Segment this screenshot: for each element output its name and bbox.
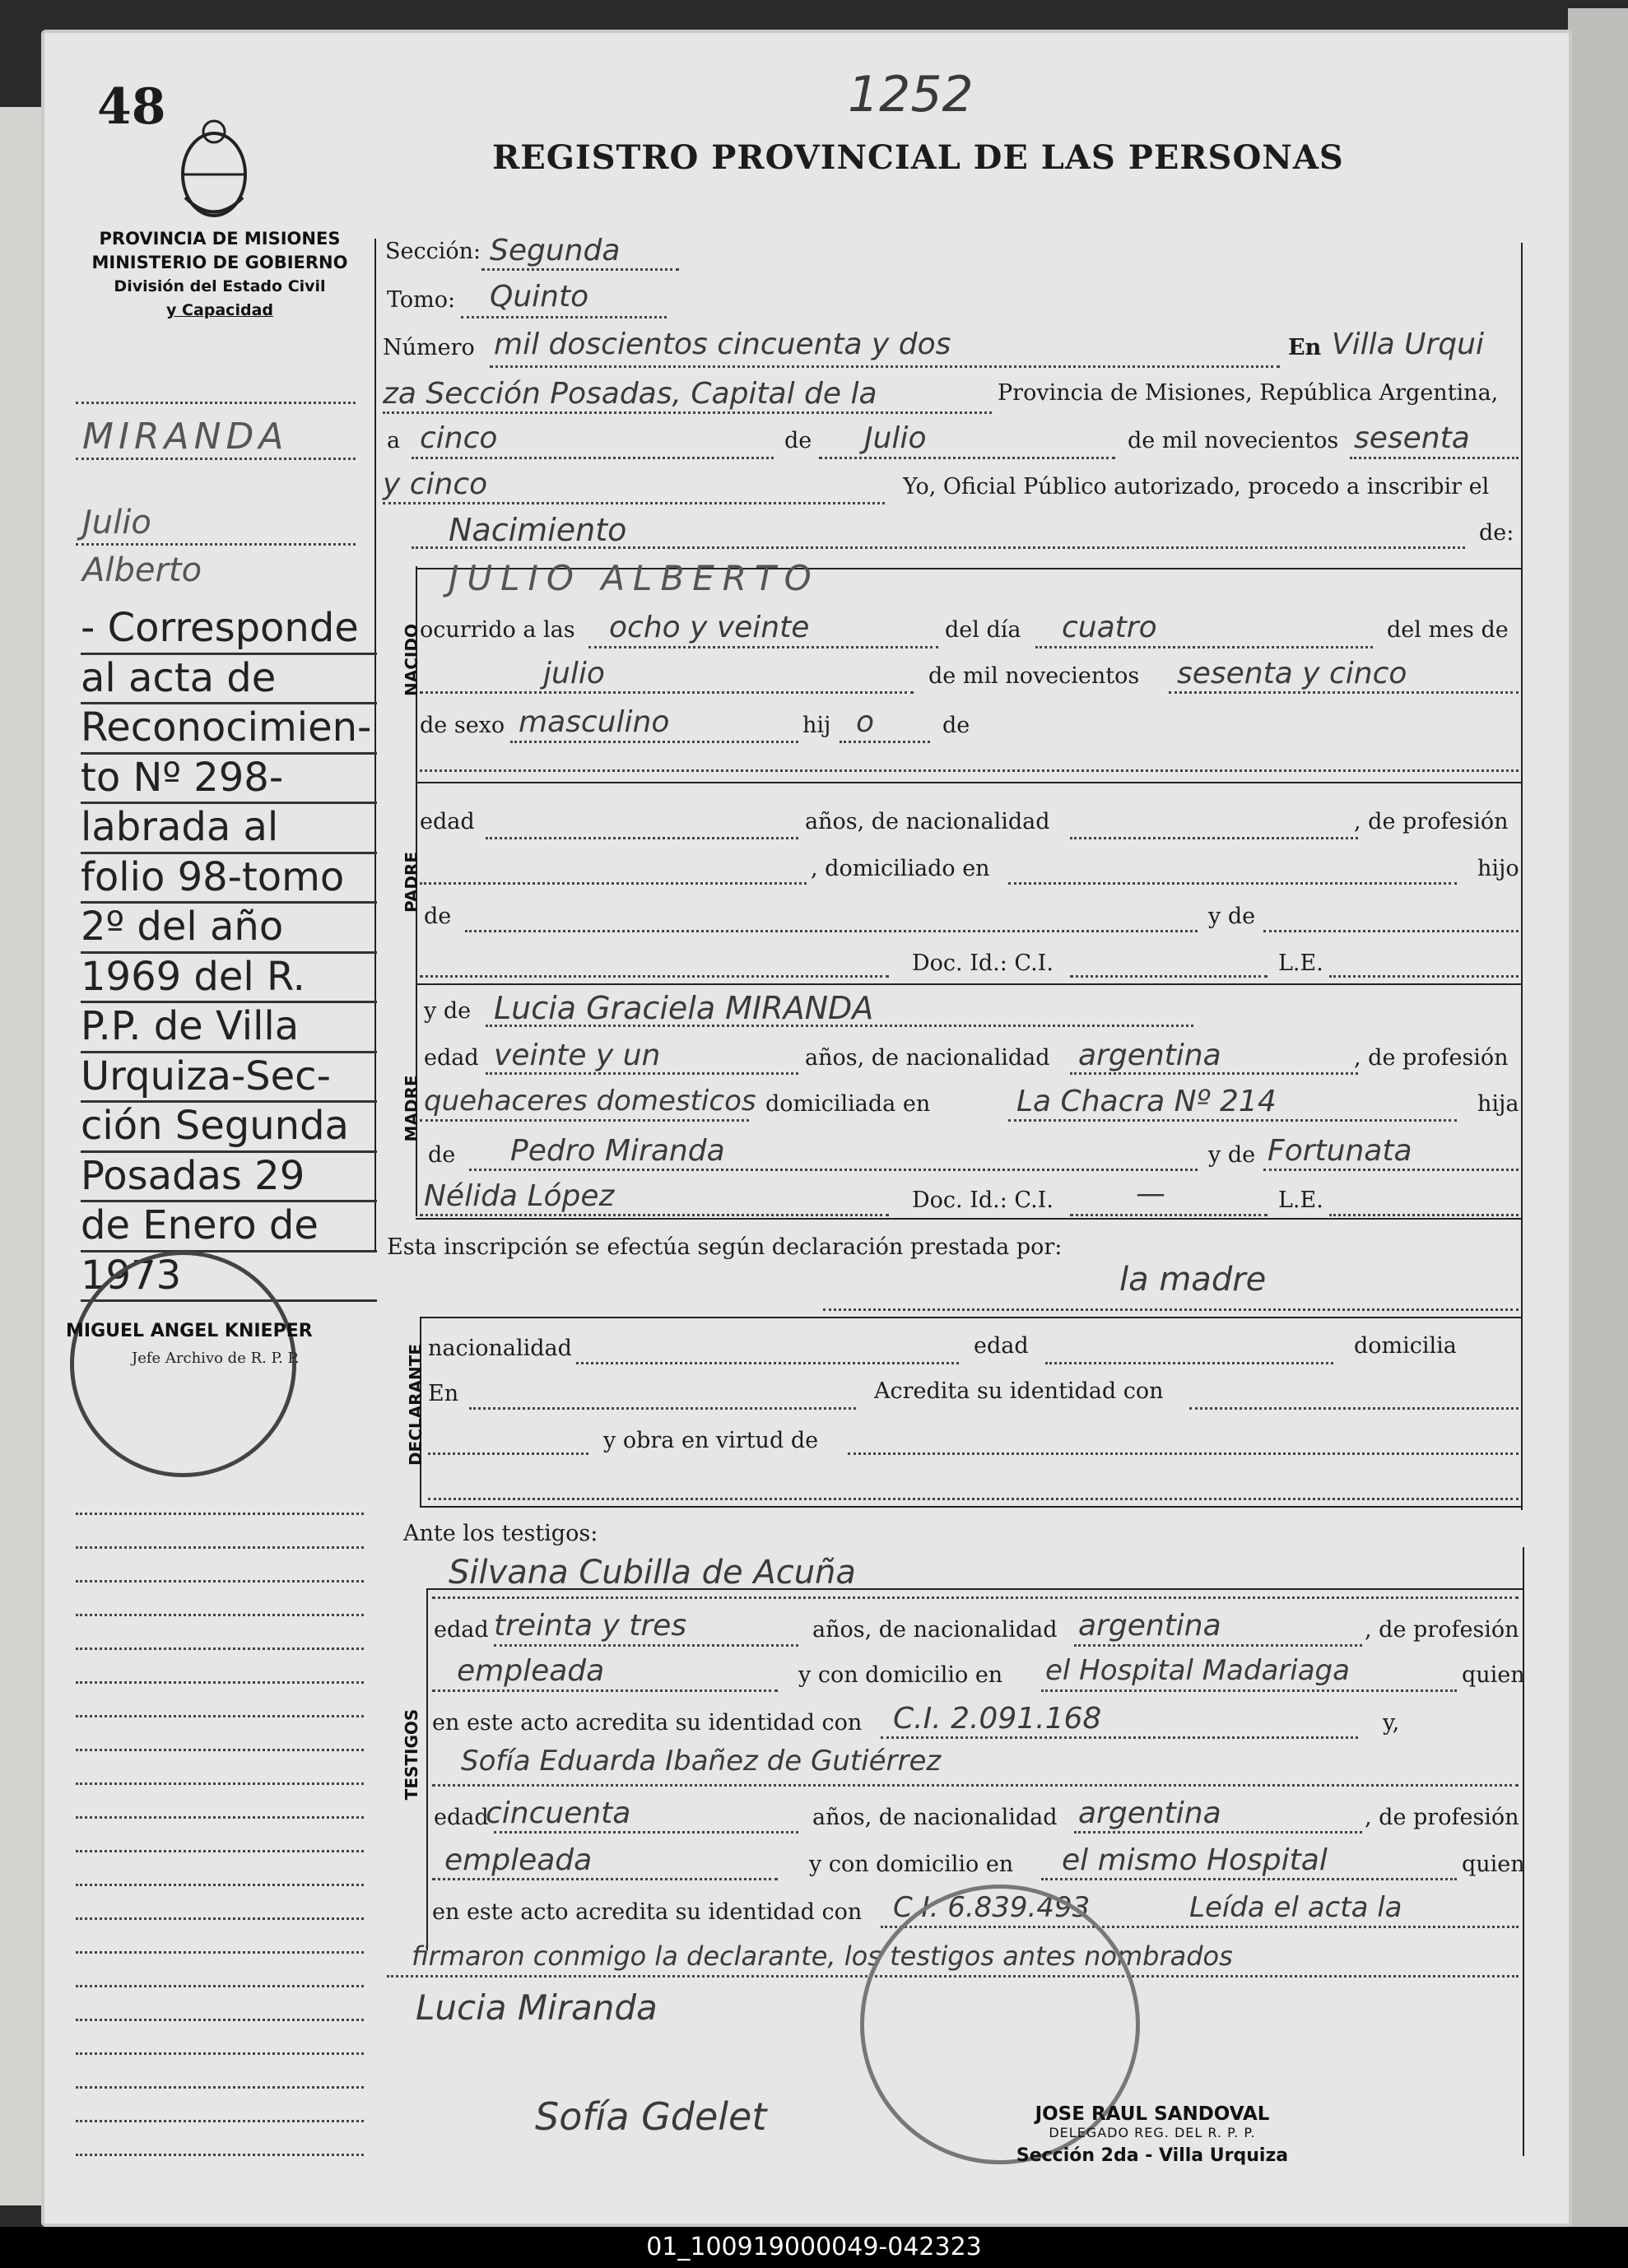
margin-note-line: Urquiza-Sec- [81, 1053, 377, 1104]
label-decl-domicilia: domicilia [1354, 1333, 1457, 1359]
value-testigo2-dom: el mismo Hospital [1062, 1843, 1328, 1877]
margin-line [76, 402, 356, 404]
value-madre-ci: — [1136, 1177, 1165, 1211]
label-declaracion: Esta inscripción se efectúa según declaración prestada por: [387, 1234, 1063, 1260]
label-padre-le: L.E. [1278, 950, 1323, 976]
label-de-hij: de [942, 713, 970, 738]
right-page-edge [1568, 8, 1628, 2230]
agency-province: PROVINCIA DE MISIONES [99, 229, 341, 249]
value-testigo1-prof: empleada [457, 1654, 605, 1688]
value-acto: Nacimiento [449, 512, 627, 548]
margin-note-line: 1973 [81, 1253, 377, 1303]
agency-capacity: y Capacidad [166, 301, 273, 319]
label-t1-nac: años, de nacionalidad [812, 1617, 1058, 1643]
right-frame-line [1521, 243, 1523, 1510]
label-padre-dom: , domiciliado en [811, 856, 990, 881]
value-testigo2-doc: C.I. 6.839.493 [893, 1891, 1091, 1924]
value-madre-madre-1: Fortunata [1268, 1134, 1412, 1168]
value-anio-nac: sesenta y cinco [1177, 657, 1407, 690]
document-title: REGISTRO PROVINCIAL DE LAS PERSONAS [492, 138, 1344, 177]
official-name: JOSE RAUL SANDOVAL [1035, 2103, 1270, 2125]
label-t2-quien: quien [1462, 1852, 1525, 1877]
label-t2-acto: en este acto acredita su identidad con [432, 1899, 863, 1925]
margin-signer-name: MIGUEL ANGEL KNIEPER [66, 1321, 313, 1341]
margin-note-line: al acta de [81, 655, 377, 705]
value-madre-dom: La Chacra Nº 214 [1016, 1085, 1277, 1118]
label-del-mes: del mes de [1387, 617, 1509, 643]
label-t1-y: y, [1383, 1710, 1400, 1736]
declarante-bottom-line [420, 1506, 1523, 1508]
label-madre-y-de: y de [424, 998, 472, 1024]
label-en: En [1288, 335, 1322, 360]
official-role: DELEGADO REG. DEL R. P. P. [1049, 2125, 1256, 2140]
label-a: a [387, 428, 401, 453]
label-numero: Número [383, 335, 475, 360]
value-closing-2: firmaron conmigo la declarante, los testigos antes nombrados [412, 1940, 1233, 1972]
label-decl-en: En [428, 1381, 459, 1406]
value-testigo1-nombre: Silvana Cubilla de Acuña [449, 1554, 856, 1592]
label-tomo: Tomo: [387, 287, 456, 313]
label-t1-acto: en este acto acredita su identidad con [432, 1710, 863, 1736]
margin-note-line: labrada al [81, 804, 377, 854]
value-declarante: la madre [1119, 1261, 1267, 1299]
value-anio-1: sesenta [1354, 421, 1470, 455]
label-de-colon: de: [1479, 520, 1514, 546]
label-t2-prof: , de profesión [1365, 1805, 1519, 1830]
label-testigos: TESTIGOS [402, 1708, 421, 1801]
label-de-mil-nac: de mil novecientos [928, 663, 1140, 689]
label-t1-edad: edad [434, 1617, 489, 1643]
value-madre-padre: Pedro Miranda [510, 1134, 725, 1168]
label-t1-dom: y con domicilio en [798, 1662, 1003, 1688]
label-padre-de: de [424, 904, 452, 929]
margin-blank-lines [76, 1481, 364, 2156]
margin-note-line: 2º del año [81, 904, 377, 954]
margin-note-line: Posadas 29 [81, 1153, 377, 1203]
label-ocurrido: ocurrido a las [420, 617, 575, 643]
value-hij-o: o [856, 705, 875, 739]
label-padre-doc: Doc. Id.: C.I. [912, 950, 1054, 976]
value-nombre: JULIO ALBERTO [449, 558, 820, 598]
margin-note-line: to Nº 298- [81, 755, 377, 805]
margin-note-line: ción Segunda [81, 1103, 377, 1153]
label-sexo: de sexo [420, 713, 505, 738]
label-madre: MADRE [402, 1075, 421, 1142]
left-page-edge [0, 107, 41, 2205]
margin-note-line: folio 98-tomo [81, 854, 377, 904]
madre-bottom-line [416, 1218, 1523, 1220]
label-decl-acredita: Acredita su identidad con [874, 1378, 1164, 1404]
label-oficial: Yo, Oficial Público autorizado, procedo a inscribir el [903, 474, 1490, 500]
value-dia: cinco [420, 421, 498, 455]
label-t2-edad: edad [434, 1805, 489, 1830]
value-testigo2-nac: argentina [1078, 1796, 1221, 1830]
madre-top-line [416, 983, 1523, 985]
page-number: 48 [97, 78, 166, 136]
value-sexo: masculino [519, 705, 670, 739]
label-padre-hijo: hijo [1477, 856, 1519, 881]
agency-division: División del Estado Civil [114, 277, 326, 295]
label-madre-le: L.E. [1278, 1187, 1323, 1213]
label-padre-edad: edad [420, 809, 475, 834]
value-testigo1-dom: el Hospital Madariaga [1045, 1654, 1350, 1687]
label-t2-nac: años, de nacionalidad [812, 1805, 1058, 1830]
label-declarante: DECLARANTE [406, 1343, 426, 1466]
value-madre-edad: veinte y un [494, 1039, 661, 1072]
label-provincia: Provincia de Misiones, República Argentina, [998, 380, 1499, 406]
declarante-top-line [420, 1317, 1523, 1318]
value-anio-2: y cinco [383, 467, 488, 501]
label-decl-obra: y obra en virtud de [603, 1428, 819, 1453]
value-numero: mil doscientos cincuenta y dos [494, 328, 951, 361]
label-padre-nac: años, de nacionalidad [805, 809, 1050, 834]
value-en-2: za Sección Posadas, Capital de la [383, 377, 877, 411]
label-madre-y-de-2: y de [1208, 1142, 1256, 1168]
margin-given-2: Alberto [82, 551, 202, 589]
margin-note-line: Reconocimien- [81, 704, 377, 755]
value-mes: Julio [864, 421, 927, 455]
coat-of-arms-icon [169, 115, 259, 222]
value-tomo: Quinto [490, 280, 589, 314]
record-number-handwritten: 1252 [848, 66, 974, 123]
signature-declarante: Lucia Miranda [416, 1987, 658, 2028]
label-t1-prof: , de profesión [1365, 1617, 1519, 1643]
margin-surname: MIRANDA [82, 416, 289, 458]
margin-signer-role: Jefe Archivo de R. P. P. [132, 1350, 300, 1367]
value-mes-nac: julio [543, 657, 605, 690]
label-hij: hij [802, 713, 831, 738]
padre-top-line [416, 782, 1523, 783]
value-testigo1-nac: argentina [1078, 1609, 1221, 1643]
label-madre-dom: domiciliada en [765, 1091, 931, 1117]
label-seccion: Sección: [385, 239, 481, 264]
label-madre-edad: edad [424, 1045, 479, 1071]
label-de-mil: de mil novecientos [1128, 428, 1339, 453]
label-madre-prof: , de profesión [1354, 1045, 1509, 1071]
label-madre-de: de [428, 1142, 456, 1168]
value-madre-nombre: Lucia Graciela MIRANDA [494, 990, 874, 1026]
label-padre-prof: , de profesión [1354, 809, 1509, 834]
section-divider-testigos [426, 1588, 428, 1950]
signature-testigo: Sofía Gdelet [535, 2094, 767, 2139]
margin-note-line: 1969 del R. [81, 954, 377, 1004]
margin-given-1: Julio [82, 504, 151, 541]
value-testigo1-doc: C.I. 2.091.168 [893, 1702, 1102, 1736]
agency-ministry: MINISTERIO DE GOBIERNO [91, 253, 348, 272]
value-hora: ocho y veinte [609, 611, 810, 644]
value-seccion: Segunda [490, 234, 621, 267]
value-madre-prof: quehaceres domesticos [424, 1085, 756, 1118]
label-decl-nac: nacionalidad [428, 1336, 572, 1361]
margin-note [81, 605, 377, 1302]
value-closing-1: Leída el acta la [1189, 1891, 1402, 1924]
margin-note-line: P.P. de Villa [81, 1003, 377, 1053]
label-madre-nac: años, de nacionalidad [805, 1045, 1050, 1071]
value-testigo2-nombre: Sofía Eduarda Ibañez de Gutiérrez [461, 1745, 942, 1778]
margin-line [76, 543, 356, 546]
label-madre-doc: Doc. Id.: C.I. [912, 1187, 1054, 1213]
label-padre-y-de: y de [1208, 904, 1256, 929]
value-testigo2-prof: empleada [444, 1843, 593, 1877]
official-block [971, 2103, 1333, 2166]
value-dia-nac: cuatro [1062, 611, 1157, 644]
label-del-dia: del día [945, 617, 1021, 643]
value-testigo1-edad: treinta y tres [494, 1609, 687, 1643]
label-padre: PADRE [402, 852, 421, 913]
value-en-1: Villa Urqui [1332, 328, 1484, 361]
label-t1-quien: quien [1462, 1662, 1525, 1688]
value-madre-nac: argentina [1078, 1039, 1221, 1072]
margin-line [76, 458, 356, 460]
label-ante-testigos: Ante los testigos: [403, 1521, 598, 1546]
label-madre-hija: hija [1477, 1091, 1519, 1117]
label-nacido: NACIDO [402, 624, 421, 696]
label-decl-edad: edad [974, 1333, 1029, 1359]
margin-note-line: de Enero de [81, 1202, 377, 1253]
value-testigo2-edad: cincuenta [486, 1796, 631, 1830]
agency-block [76, 227, 364, 323]
label-de-mes: de [784, 428, 812, 453]
official-section: Sección 2da - Villa Urquiza [1016, 2145, 1289, 2166]
image-id-footer: 01_100919000049-042323 [0, 2227, 1628, 2268]
value-madre-madre-2: Nélida López [424, 1179, 615, 1213]
label-t2-dom: y con domicilio en [809, 1852, 1014, 1877]
margin-note-line: - Corresponde [81, 605, 377, 655]
